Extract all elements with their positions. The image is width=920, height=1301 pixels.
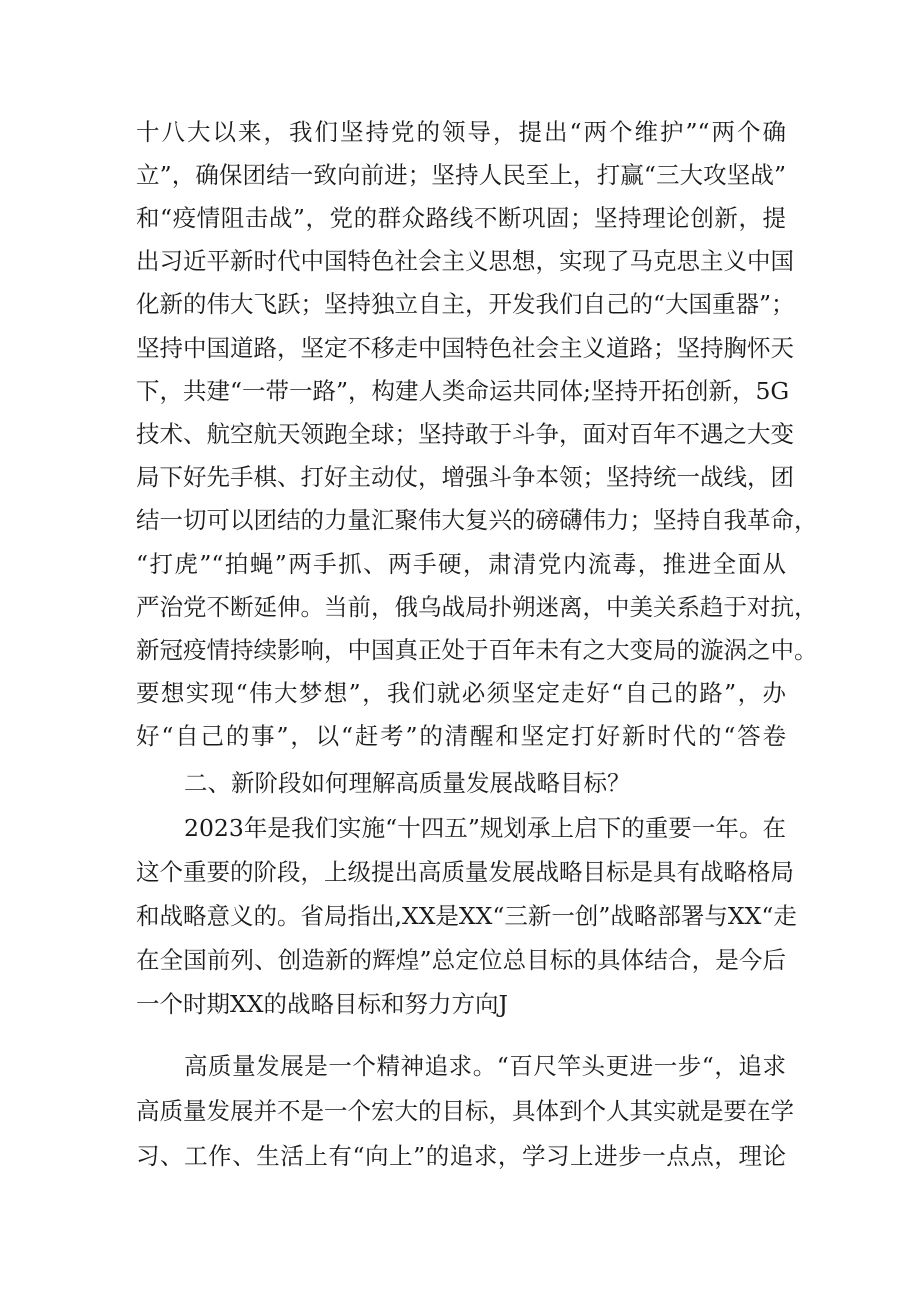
- paragraph-1-line-10: 结一切可以团结的力量汇聚伟大复兴的磅礴伟力；坚持自我革命，: [136, 506, 818, 534]
- paragraph-1-line-8: 技术、航空航天领跑全球；坚持敢于斗争，面对百年不遇之大变: [136, 420, 794, 448]
- paragraph-1-line-15: 好“自己的事”，以“赶考”的清醒和坚定打好新时代的“答卷: [136, 722, 786, 750]
- paragraph-1-line-1: 十八大以来，我们坚持党的领导，提出“两个维护”“两个确: [136, 118, 786, 146]
- paragraph-2-line-3: 和战略意义的。省局指出,XX是XX“三新一创”战略部署与XX“走: [136, 902, 797, 930]
- paragraph-2-line-2: 这个重要的阶段，上级提出高质量发展战略目标是具有战略格局: [136, 858, 794, 886]
- paragraph-3-line-1: 高质量发展是一个精神追求。“百尺竿头更进一步“，追求: [184, 1052, 786, 1080]
- paragraph-1-line-12: 严治党不断延伸。当前，俄乌战局扑朔迷离，中美关系趋于对抗，: [136, 593, 818, 621]
- paragraph-1-line-5: 化新的伟大飞跃；坚持独立自主，开发我们自己的“大国重器”；: [136, 290, 795, 318]
- paragraph-3-line-2: 高质量发展并不是一个宏大的目标，具体到个人其实就是要在学: [136, 1097, 794, 1125]
- paragraph-1-line-3: 和“疫情阻击战”，党的群众路线不断巩固；坚持理论创新，提: [136, 204, 786, 232]
- section-heading: 二、新阶段如何理解高质量发展战略目标？: [184, 769, 631, 797]
- paragraph-2-line-1: 2023年是我们实施“十四五”规划承上启下的重要一年。在: [184, 814, 786, 842]
- paragraph-1-line-2: 立”，确保团结一致向前进；坚持人民至上，打赢“三大攻坚战”: [136, 161, 786, 189]
- paragraph-1-line-6: 坚持中国道路，坚定不移走中国特色社会主义道路；坚持胸怀天: [136, 334, 794, 362]
- paragraph-1-line-11: “打虎”“拍蝇”两手抓、两手硬，肃清党内流毒，推进全面从: [136, 550, 786, 578]
- paragraph-2-line-4: 在全国前列、创造新的辉煌”总定位总目标的具体结合，是今后: [136, 946, 786, 974]
- paragraph-1-line-4: 出习近平新时代中国特色社会主义思想，实现了马克思主义中国: [136, 247, 794, 275]
- paragraph-2-line-5: 一个时期XX的战略目标和努力方向J: [136, 990, 508, 1018]
- paragraph-3-line-3: 习、工作、生活上有“向上”的追求，学习上进步一点点，理论: [136, 1142, 786, 1170]
- paragraph-1-line-13: 新冠疫情持续影响，中国真正处于百年未有之大变局的漩涡之中。: [136, 636, 818, 664]
- paragraph-1-line-7: 下，共建“一带一路”，构建人类命运共同体;坚持开拓创新，5G: [136, 377, 790, 405]
- paragraph-1-line-9: 局下好先手棋、打好主动仗，增强斗争本领；坚持统一战线，团: [136, 463, 794, 491]
- paragraph-1-line-14: 要想实现“伟大梦想”，我们就必须坚定走好“自己的路”，办: [136, 679, 786, 707]
